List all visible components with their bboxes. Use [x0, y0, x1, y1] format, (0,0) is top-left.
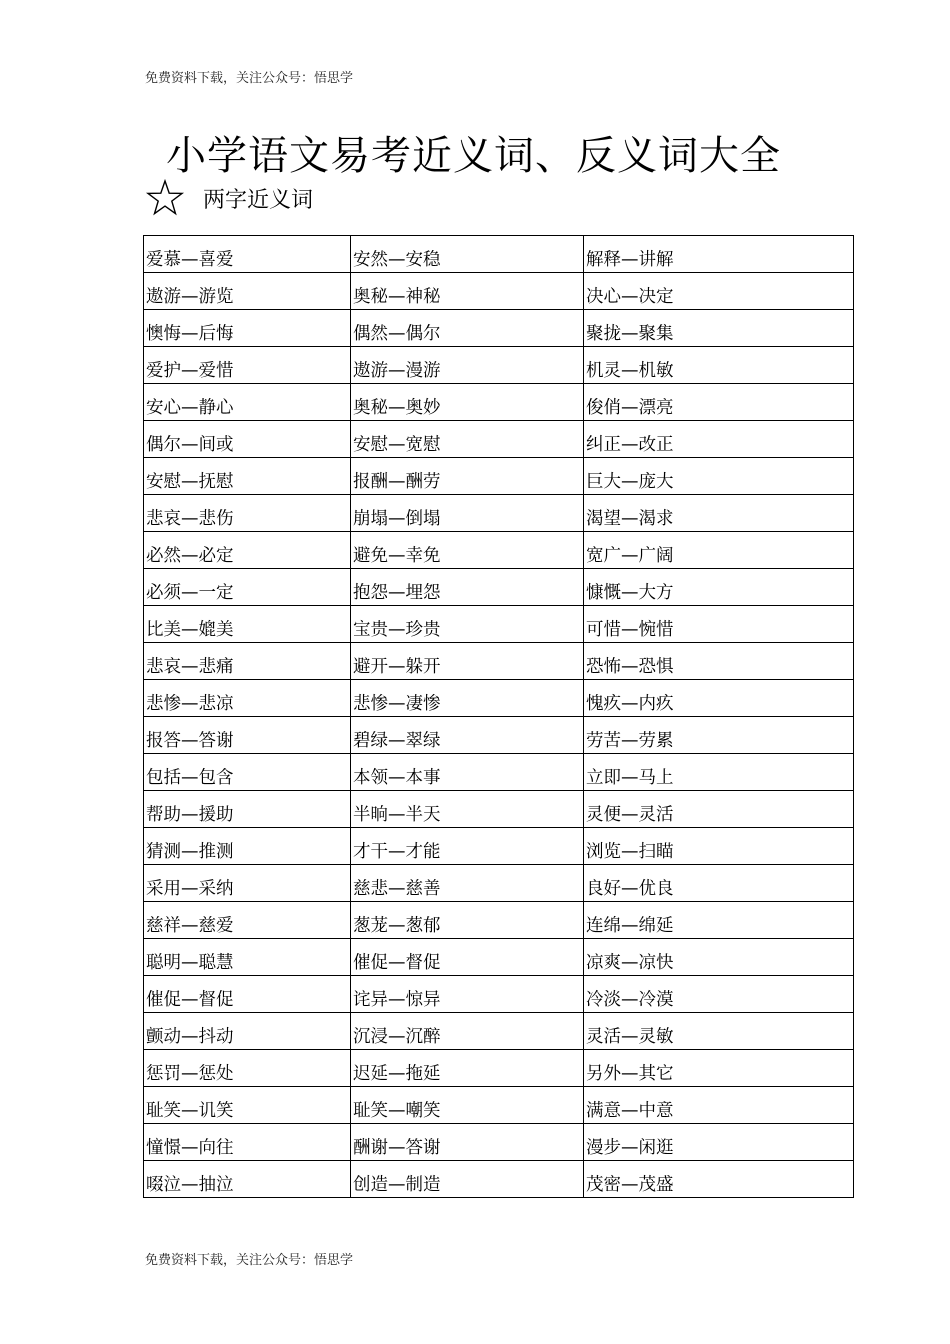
word-pair: 猜测—推测 — [146, 842, 234, 862]
table-cell — [584, 1124, 854, 1161]
table-cell — [351, 1050, 584, 1087]
table-cell — [144, 606, 351, 643]
table-cell — [144, 976, 351, 1013]
word-pair: 悲惨—凄惨 — [353, 694, 441, 714]
table-cell — [144, 1161, 351, 1198]
table-cell — [351, 347, 584, 384]
section-label: 两字近义词 — [203, 187, 314, 213]
word-pair: 灵活—灵敏 — [586, 1027, 674, 1047]
word-pair: 崩塌—倒塌 — [353, 509, 441, 529]
word-pair: 俊俏—漂亮 — [586, 398, 674, 418]
table-cell — [144, 1013, 351, 1050]
word-pair: 安心—静心 — [146, 398, 234, 418]
word-pair: 灵便—灵活 — [586, 805, 674, 825]
table-row — [144, 1124, 854, 1161]
table-cell — [351, 421, 584, 458]
word-pair: 偶尔—间或 — [146, 435, 234, 455]
table-cell — [351, 717, 584, 754]
word-pair: 爱慕—喜爱 — [146, 250, 234, 270]
table-cell — [351, 1013, 584, 1050]
word-pair: 悲惨—悲凉 — [146, 694, 234, 714]
table-cell — [351, 273, 584, 310]
word-pair: 安慰—抚慰 — [146, 472, 234, 492]
table-row — [144, 236, 854, 273]
table-cell — [584, 791, 854, 828]
table-cell — [584, 976, 854, 1013]
table-cell — [144, 754, 351, 791]
table-row — [144, 310, 854, 347]
table-cell — [351, 1124, 584, 1161]
word-pair: 催促—督促 — [146, 990, 234, 1010]
word-pair: 满意—中意 — [586, 1101, 674, 1121]
table-cell — [584, 310, 854, 347]
table-row — [144, 1161, 854, 1198]
word-pair: 必然—必定 — [146, 546, 234, 566]
table-row — [144, 384, 854, 421]
table-cell — [351, 865, 584, 902]
word-pair: 催促—督促 — [353, 953, 441, 973]
table-cell — [584, 717, 854, 754]
word-pair: 偶然—偶尔 — [353, 324, 441, 344]
word-pair: 悲哀—悲伤 — [146, 509, 234, 529]
word-pair: 恐怖—恐惧 — [586, 657, 674, 677]
table-cell — [144, 569, 351, 606]
word-pair: 悲哀—悲痛 — [146, 657, 234, 677]
table-cell — [144, 828, 351, 865]
word-pair: 啜泣—抽泣 — [146, 1175, 234, 1195]
word-pair: 慈悲—慈善 — [353, 879, 441, 899]
table-cell — [351, 458, 584, 495]
word-pair: 渴望—渴求 — [586, 509, 674, 529]
table-cell — [584, 273, 854, 310]
table-cell — [584, 421, 854, 458]
table-cell — [584, 643, 854, 680]
table-cell — [351, 1087, 584, 1124]
word-pair: 惩罚—惩处 — [146, 1064, 234, 1084]
word-pair: 创造—制造 — [353, 1175, 441, 1195]
word-pair: 酬谢—答谢 — [353, 1138, 441, 1158]
table-cell — [584, 384, 854, 421]
table-row — [144, 865, 854, 902]
word-pair: 诧异—惊异 — [353, 990, 441, 1010]
word-pair: 碧绿—翠绿 — [353, 731, 441, 751]
table-cell — [584, 1013, 854, 1050]
table-row — [144, 273, 854, 310]
word-pair: 奥秘—神秘 — [353, 287, 441, 307]
table-cell — [144, 421, 351, 458]
footer-note: 免费资料下载，关注公众号：悟思学 — [145, 1253, 354, 1268]
word-pair: 葱茏—葱郁 — [353, 916, 441, 936]
table-row — [144, 717, 854, 754]
table-cell — [351, 791, 584, 828]
table-cell — [144, 532, 351, 569]
table-row — [144, 791, 854, 828]
table-cell — [351, 384, 584, 421]
table-cell — [351, 902, 584, 939]
table-cell — [351, 310, 584, 347]
word-pair: 聚拢—聚集 — [586, 324, 674, 344]
word-pair: 避免—幸免 — [353, 546, 441, 566]
table-cell — [144, 680, 351, 717]
table-row — [144, 902, 854, 939]
word-pair: 遨游—漫游 — [353, 361, 441, 381]
table-cell — [584, 458, 854, 495]
word-pair: 本领—本事 — [353, 768, 441, 788]
word-pair: 聪明—聪慧 — [146, 953, 234, 973]
table-row — [144, 606, 854, 643]
table-cell — [351, 643, 584, 680]
word-pair: 必须—一定 — [146, 583, 234, 603]
table-cell — [584, 236, 854, 273]
table-cell — [144, 1087, 351, 1124]
table-cell — [351, 680, 584, 717]
word-pair: 机灵—机敏 — [586, 361, 674, 381]
table-cell — [351, 606, 584, 643]
table-cell — [144, 865, 351, 902]
table-row — [144, 680, 854, 717]
table-cell — [144, 791, 351, 828]
word-pair: 慈祥—慈爱 — [146, 916, 234, 936]
word-pair: 帮助—援助 — [146, 805, 234, 825]
table-cell — [584, 865, 854, 902]
table-row — [144, 458, 854, 495]
table-row — [144, 1050, 854, 1087]
table-cell — [584, 828, 854, 865]
table-cell — [144, 495, 351, 532]
table-cell — [144, 643, 351, 680]
table-cell — [351, 754, 584, 791]
word-pair: 可惜—惋惜 — [586, 620, 674, 640]
table-cell — [584, 939, 854, 976]
table-cell — [144, 310, 351, 347]
word-pair: 迟延—拖延 — [353, 1064, 441, 1084]
word-pair: 半晌—半天 — [353, 805, 441, 825]
word-pair: 懊悔—后悔 — [146, 324, 234, 344]
table-cell — [351, 532, 584, 569]
word-pair: 沉浸—沉醉 — [353, 1027, 441, 1047]
word-pair: 连绵—绵延 — [586, 916, 674, 936]
word-pair: 爱护—爱惜 — [146, 361, 234, 381]
table-cell — [351, 495, 584, 532]
table-cell — [144, 717, 351, 754]
page-title: 小学语文易考近义词、反义词大全 — [166, 133, 781, 179]
table-cell — [584, 680, 854, 717]
table-row — [144, 569, 854, 606]
table-cell — [584, 532, 854, 569]
table-cell — [351, 569, 584, 606]
table-cell — [351, 1161, 584, 1198]
table-cell — [144, 347, 351, 384]
word-pair: 纠正—改正 — [586, 435, 674, 455]
table-row — [144, 976, 854, 1013]
word-pair: 凉爽—凉快 — [586, 953, 674, 973]
table-cell — [144, 1124, 351, 1161]
star-outline-icon — [145, 178, 185, 218]
table-row — [144, 828, 854, 865]
table-row — [144, 939, 854, 976]
table-row — [144, 754, 854, 791]
word-pair: 宽广—广阔 — [586, 546, 674, 566]
word-pair: 冷淡—冷漠 — [586, 990, 674, 1010]
table-cell — [351, 236, 584, 273]
table-row — [144, 532, 854, 569]
word-pair: 良好—优良 — [586, 879, 674, 899]
word-pair: 漫步—闲逛 — [586, 1138, 674, 1158]
table-cell — [144, 1050, 351, 1087]
table-cell — [144, 939, 351, 976]
table-row — [144, 1087, 854, 1124]
table-cell — [351, 828, 584, 865]
word-pair: 采用—采纳 — [146, 879, 234, 899]
word-pair: 安然—安稳 — [353, 250, 441, 270]
word-pair: 包括—包含 — [146, 768, 234, 788]
word-pair: 报答—答谢 — [146, 731, 234, 751]
word-pair: 愧疚—内疚 — [586, 694, 674, 714]
word-pair: 颤动—抖动 — [146, 1027, 234, 1047]
word-pair: 安慰—宽慰 — [353, 435, 441, 455]
word-pair: 耻笑—讥笑 — [146, 1101, 234, 1121]
word-pair: 耻笑—嘲笑 — [353, 1101, 441, 1121]
word-pair: 避开—躲开 — [353, 657, 441, 677]
table-cell — [584, 606, 854, 643]
word-pair: 才干—才能 — [353, 842, 441, 862]
synonym-table — [143, 235, 854, 1198]
table-cell — [144, 273, 351, 310]
table-row — [144, 1013, 854, 1050]
table-cell — [584, 902, 854, 939]
table-cell — [584, 495, 854, 532]
table-cell — [351, 939, 584, 976]
word-pair: 奥秘—奥妙 — [353, 398, 441, 418]
word-pair: 劳苦—劳累 — [586, 731, 674, 751]
word-pair: 憧憬—向往 — [146, 1138, 234, 1158]
table-cell — [144, 236, 351, 273]
table-row — [144, 347, 854, 384]
word-pair: 茂密—茂盛 — [586, 1175, 674, 1195]
word-pair: 决心—决定 — [586, 287, 674, 307]
section-heading — [145, 178, 313, 218]
table-cell — [584, 1087, 854, 1124]
table-cell — [144, 384, 351, 421]
word-pair: 宝贵—珍贵 — [353, 620, 441, 640]
table-cell — [351, 976, 584, 1013]
word-pair: 慷慨—大方 — [586, 583, 674, 603]
word-pair: 报酬—酬劳 — [353, 472, 441, 492]
word-pair: 立即—马上 — [586, 768, 674, 788]
word-pair: 巨大—庞大 — [586, 472, 674, 492]
table-cell — [584, 569, 854, 606]
word-pair: 遨游—游览 — [146, 287, 234, 307]
header-note: 免费资料下载，关注公众号：悟思学 — [145, 71, 354, 86]
table-cell — [584, 1161, 854, 1198]
word-pair: 解释—讲解 — [586, 250, 674, 270]
table-row — [144, 495, 854, 532]
table-cell — [144, 902, 351, 939]
word-pair: 另外—其它 — [586, 1064, 674, 1084]
table-cell — [584, 1050, 854, 1087]
table-cell — [584, 754, 854, 791]
word-pair: 浏览—扫瞄 — [586, 842, 674, 862]
table-cell — [584, 347, 854, 384]
table-cell — [144, 458, 351, 495]
table-row — [144, 643, 854, 680]
word-pair: 比美—媲美 — [146, 620, 234, 640]
word-pair: 抱怨—埋怨 — [353, 583, 441, 603]
table-row — [144, 421, 854, 458]
